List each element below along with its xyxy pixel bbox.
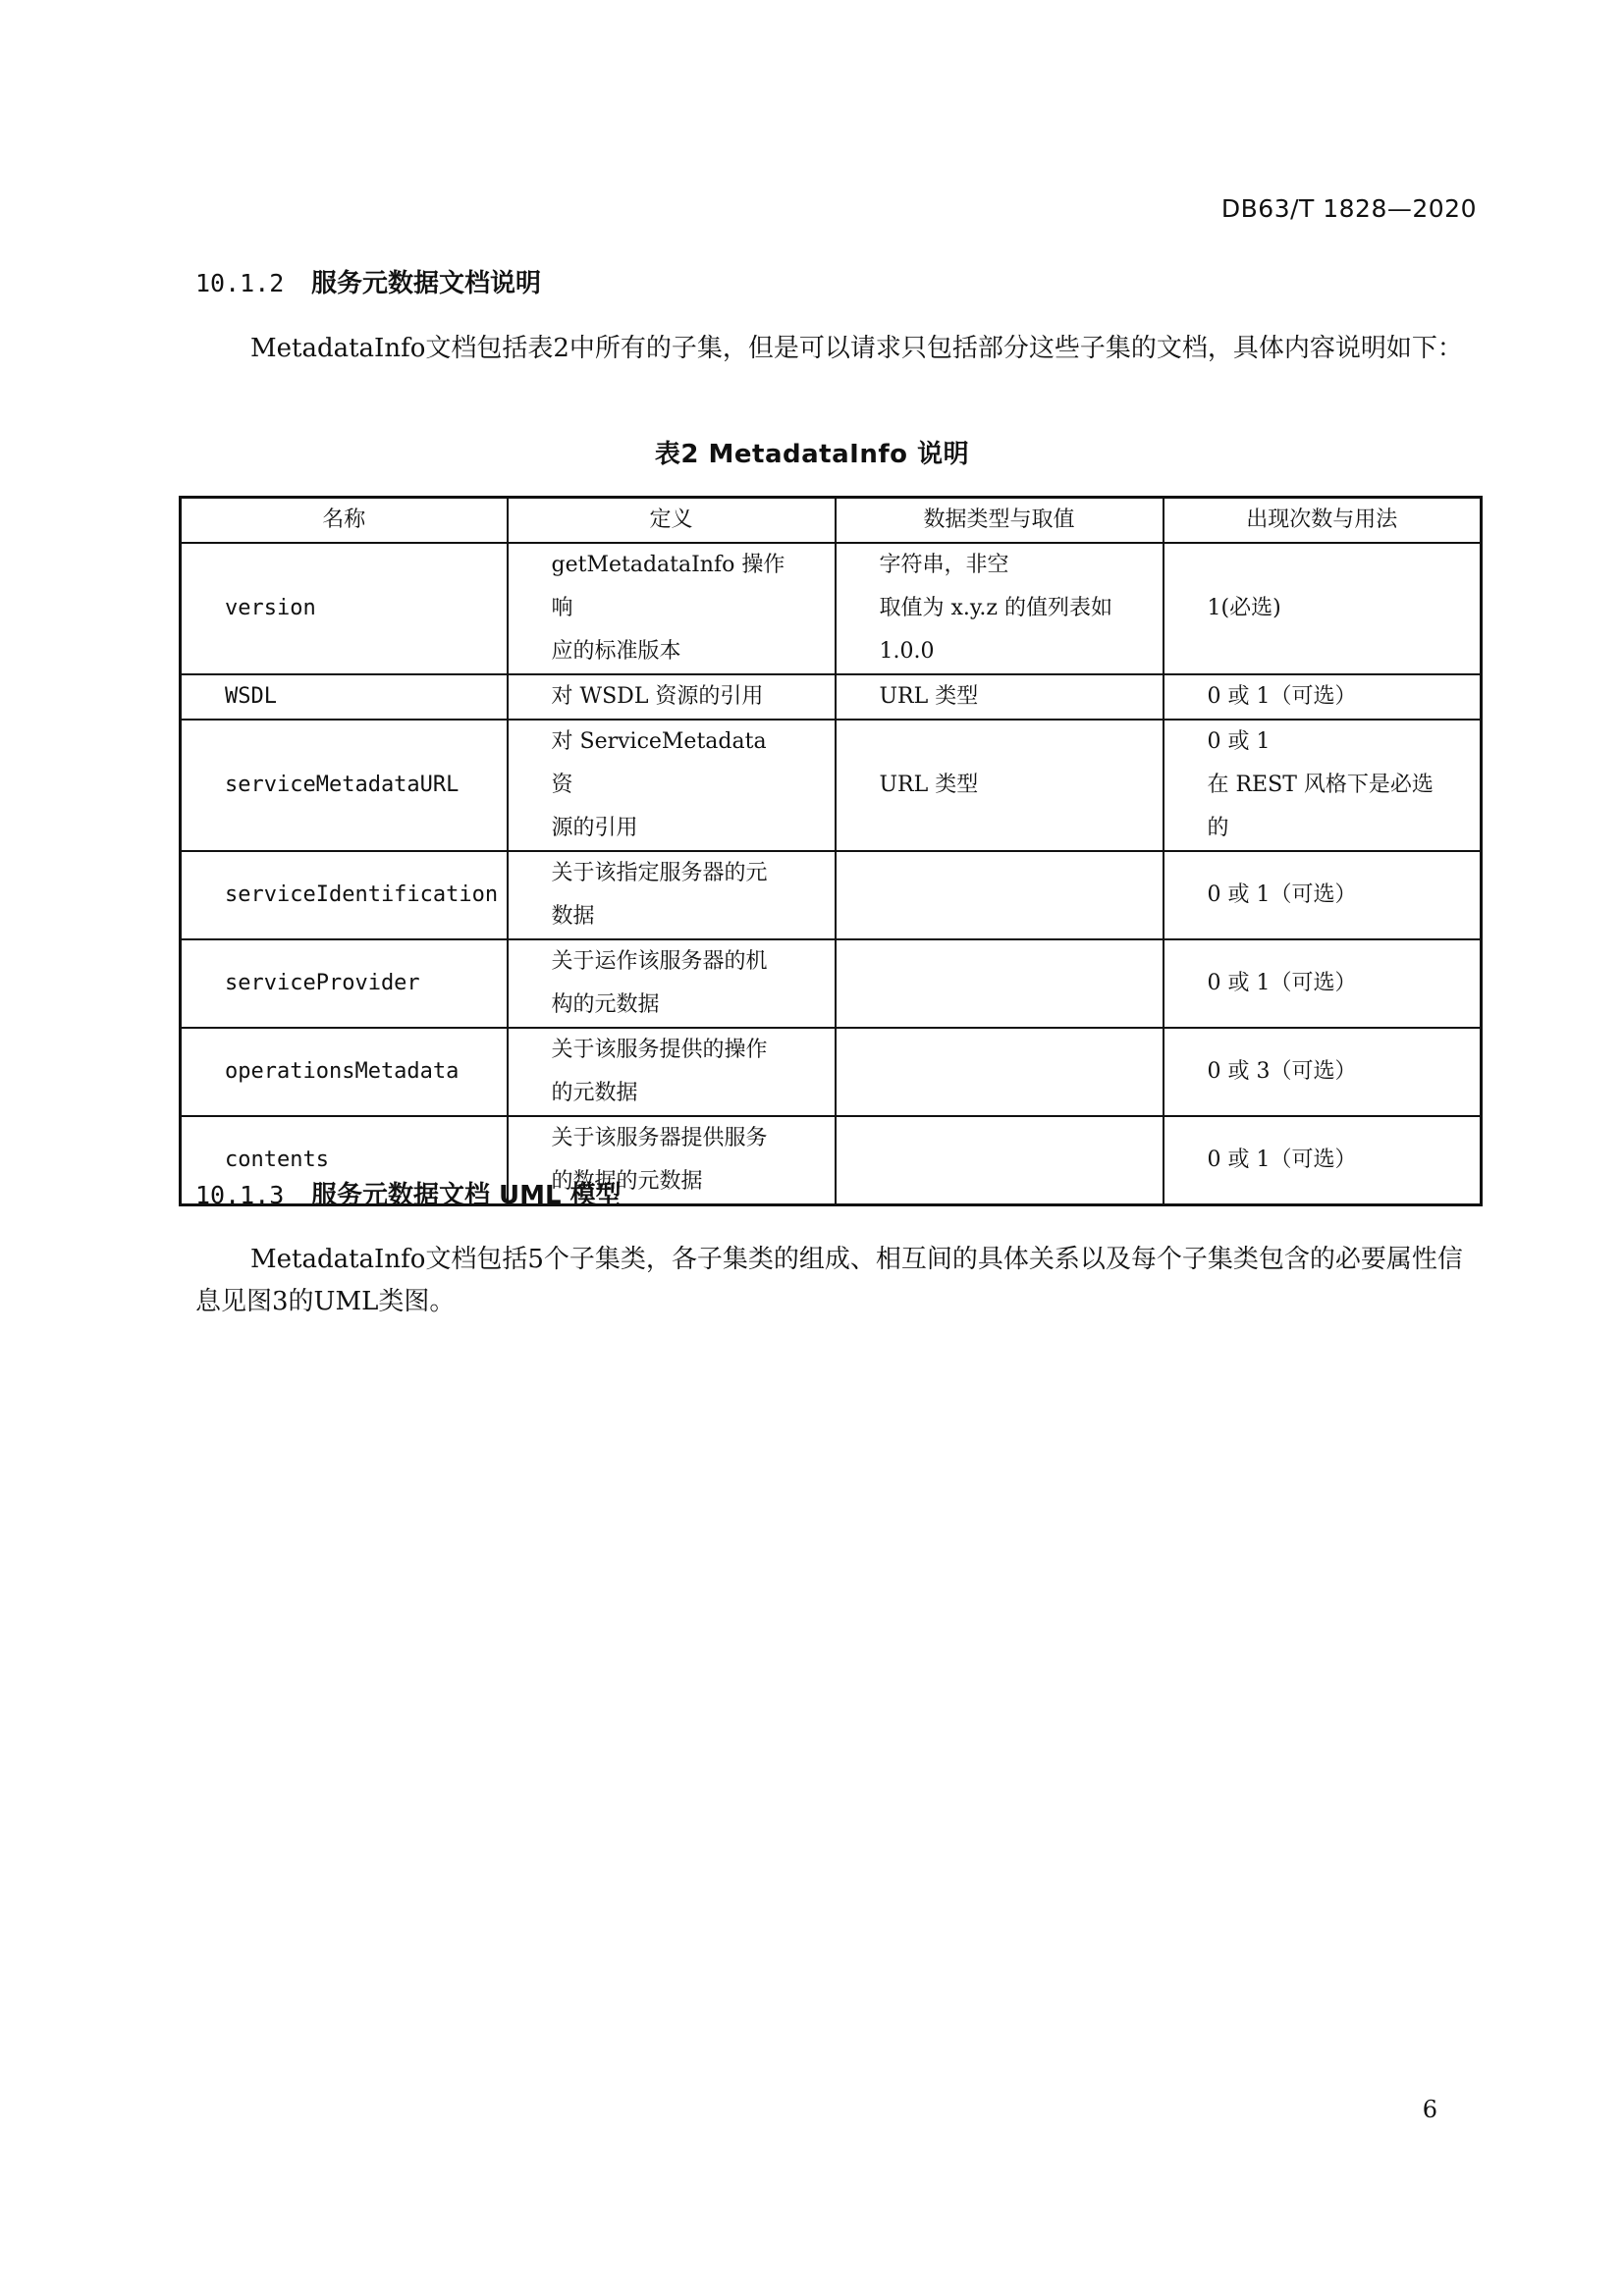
cell-usage: [1164, 851, 1482, 939]
cell-text-line: 关于该指定服务器的元: [551, 861, 768, 885]
cell-datatype: [836, 720, 1164, 851]
cell-text-line: 字符串，非空: [879, 553, 1009, 577]
cell-text-line: 关于该服务提供的操作: [551, 1038, 768, 1062]
cell-text-line: 0 或 1（可选）: [1207, 684, 1357, 709]
metadata-info-table: [179, 496, 1483, 1206]
cell-text-line: 0 或 1（可选）: [1207, 1148, 1357, 1172]
cell-usage: [1164, 1028, 1482, 1116]
cell-text-line: 取值为 x.y.z 的值列表如: [879, 596, 1112, 620]
cell-name: serviceProvider: [181, 939, 508, 1028]
cell-text-line: 在 REST 风格下是必选的: [1207, 773, 1434, 840]
table-caption: 表2 MetadataInfo 说明: [654, 440, 970, 469]
cell-usage: [1164, 1116, 1482, 1205]
section-paragraph-10-1-2: MetadataInfo文档包括表2中所有的子集，但是可以请求只包括部分这些子集的文档，具体内容说明如下：: [250, 334, 1463, 363]
cell-datatype: [836, 543, 1164, 674]
cell-name: serviceIdentification: [181, 851, 508, 939]
cell-text-line: 1(必选): [1207, 596, 1281, 620]
section-title: 服务元数据文档 UML 模型: [311, 1181, 622, 1210]
table-header-cell: 名称: [181, 498, 508, 544]
section-heading-10-1-2: [195, 263, 541, 299]
cell-definition: [508, 851, 836, 939]
cell-name: version: [181, 543, 508, 674]
cell-text-line: 源的引用: [551, 816, 638, 840]
cell-text-line: getMetadataInfo 操作响: [551, 553, 785, 620]
cell-text-line: 0 或 1（可选）: [1207, 971, 1357, 995]
cell-definition: [508, 543, 836, 674]
cell-definition: [508, 1028, 836, 1116]
cell-text-line: URL 类型: [879, 684, 979, 709]
table-header-cell: 数据类型与取值: [836, 498, 1164, 544]
cell-datatype: [836, 939, 1164, 1028]
cell-text-line: 1.0.0: [879, 639, 935, 664]
cell-text-line: 的元数据: [551, 1081, 638, 1105]
table-row: [181, 851, 1482, 939]
cell-text-line: 数据: [551, 904, 595, 929]
cell-datatype: [836, 851, 1164, 939]
table-row: [181, 674, 1482, 720]
table-row: [181, 939, 1482, 1028]
cell-definition: [508, 939, 836, 1028]
cell-name: contents: [181, 1116, 508, 1205]
cell-usage: [1164, 543, 1482, 674]
cell-usage: [1164, 674, 1482, 720]
table-header-row: [181, 498, 1482, 544]
cell-datatype: [836, 1116, 1164, 1205]
section-heading-10-1-3: [195, 1175, 622, 1211]
cell-text-line: 0 或 3（可选）: [1207, 1059, 1357, 1084]
cell-definition: [508, 720, 836, 851]
cell-datatype: [836, 674, 1164, 720]
table-row: [181, 1028, 1482, 1116]
cell-text-line: URL 类型: [879, 773, 979, 797]
table-header-cell: 出现次数与用法: [1164, 498, 1482, 544]
section-number: 10.1.3: [195, 1181, 285, 1209]
section-paragraph-10-1-3: MetadataInfo文档包括5个子集类，各子集类的组成、相互间的具体关系以及每个子集类包含的必要属性信息见图3的UML类图。: [195, 1245, 1463, 1316]
cell-text-line: 应的标准版本: [551, 639, 681, 664]
table-row: [181, 720, 1482, 851]
cell-datatype: [836, 1028, 1164, 1116]
table-row: [181, 543, 1482, 674]
cell-definition: [508, 674, 836, 720]
cell-text-line: 对 ServiceMetadata 资: [551, 729, 767, 797]
cell-text-line: 对 WSDL 资源的引用: [551, 684, 764, 709]
cell-name: operationsMetadata: [181, 1028, 508, 1116]
section-number: 10.1.2: [195, 269, 285, 297]
cell-text-line: 关于运作该服务器的机: [551, 949, 768, 974]
cell-text-line: 0 或 1（可选）: [1207, 882, 1357, 907]
cell-text-line: 构的元数据: [551, 992, 660, 1017]
cell-text-line: 的数据的元数据: [551, 1169, 703, 1194]
cell-text-line: 关于该服务器提供服务: [551, 1126, 768, 1150]
cell-name: serviceMetadataURL: [181, 720, 508, 851]
section-title: 服务元数据文档说明: [311, 269, 542, 298]
cell-name: WSDL: [181, 674, 508, 720]
table-body: [181, 543, 1482, 1205]
page-number: 6: [1422, 2096, 1437, 2123]
cell-usage: [1164, 720, 1482, 851]
cell-usage: [1164, 939, 1482, 1028]
standard-code: DB63/T 1828—2020: [1220, 194, 1477, 223]
table-header-cell: 定义: [508, 498, 836, 544]
cell-text-line: 0 或 1: [1207, 729, 1271, 754]
